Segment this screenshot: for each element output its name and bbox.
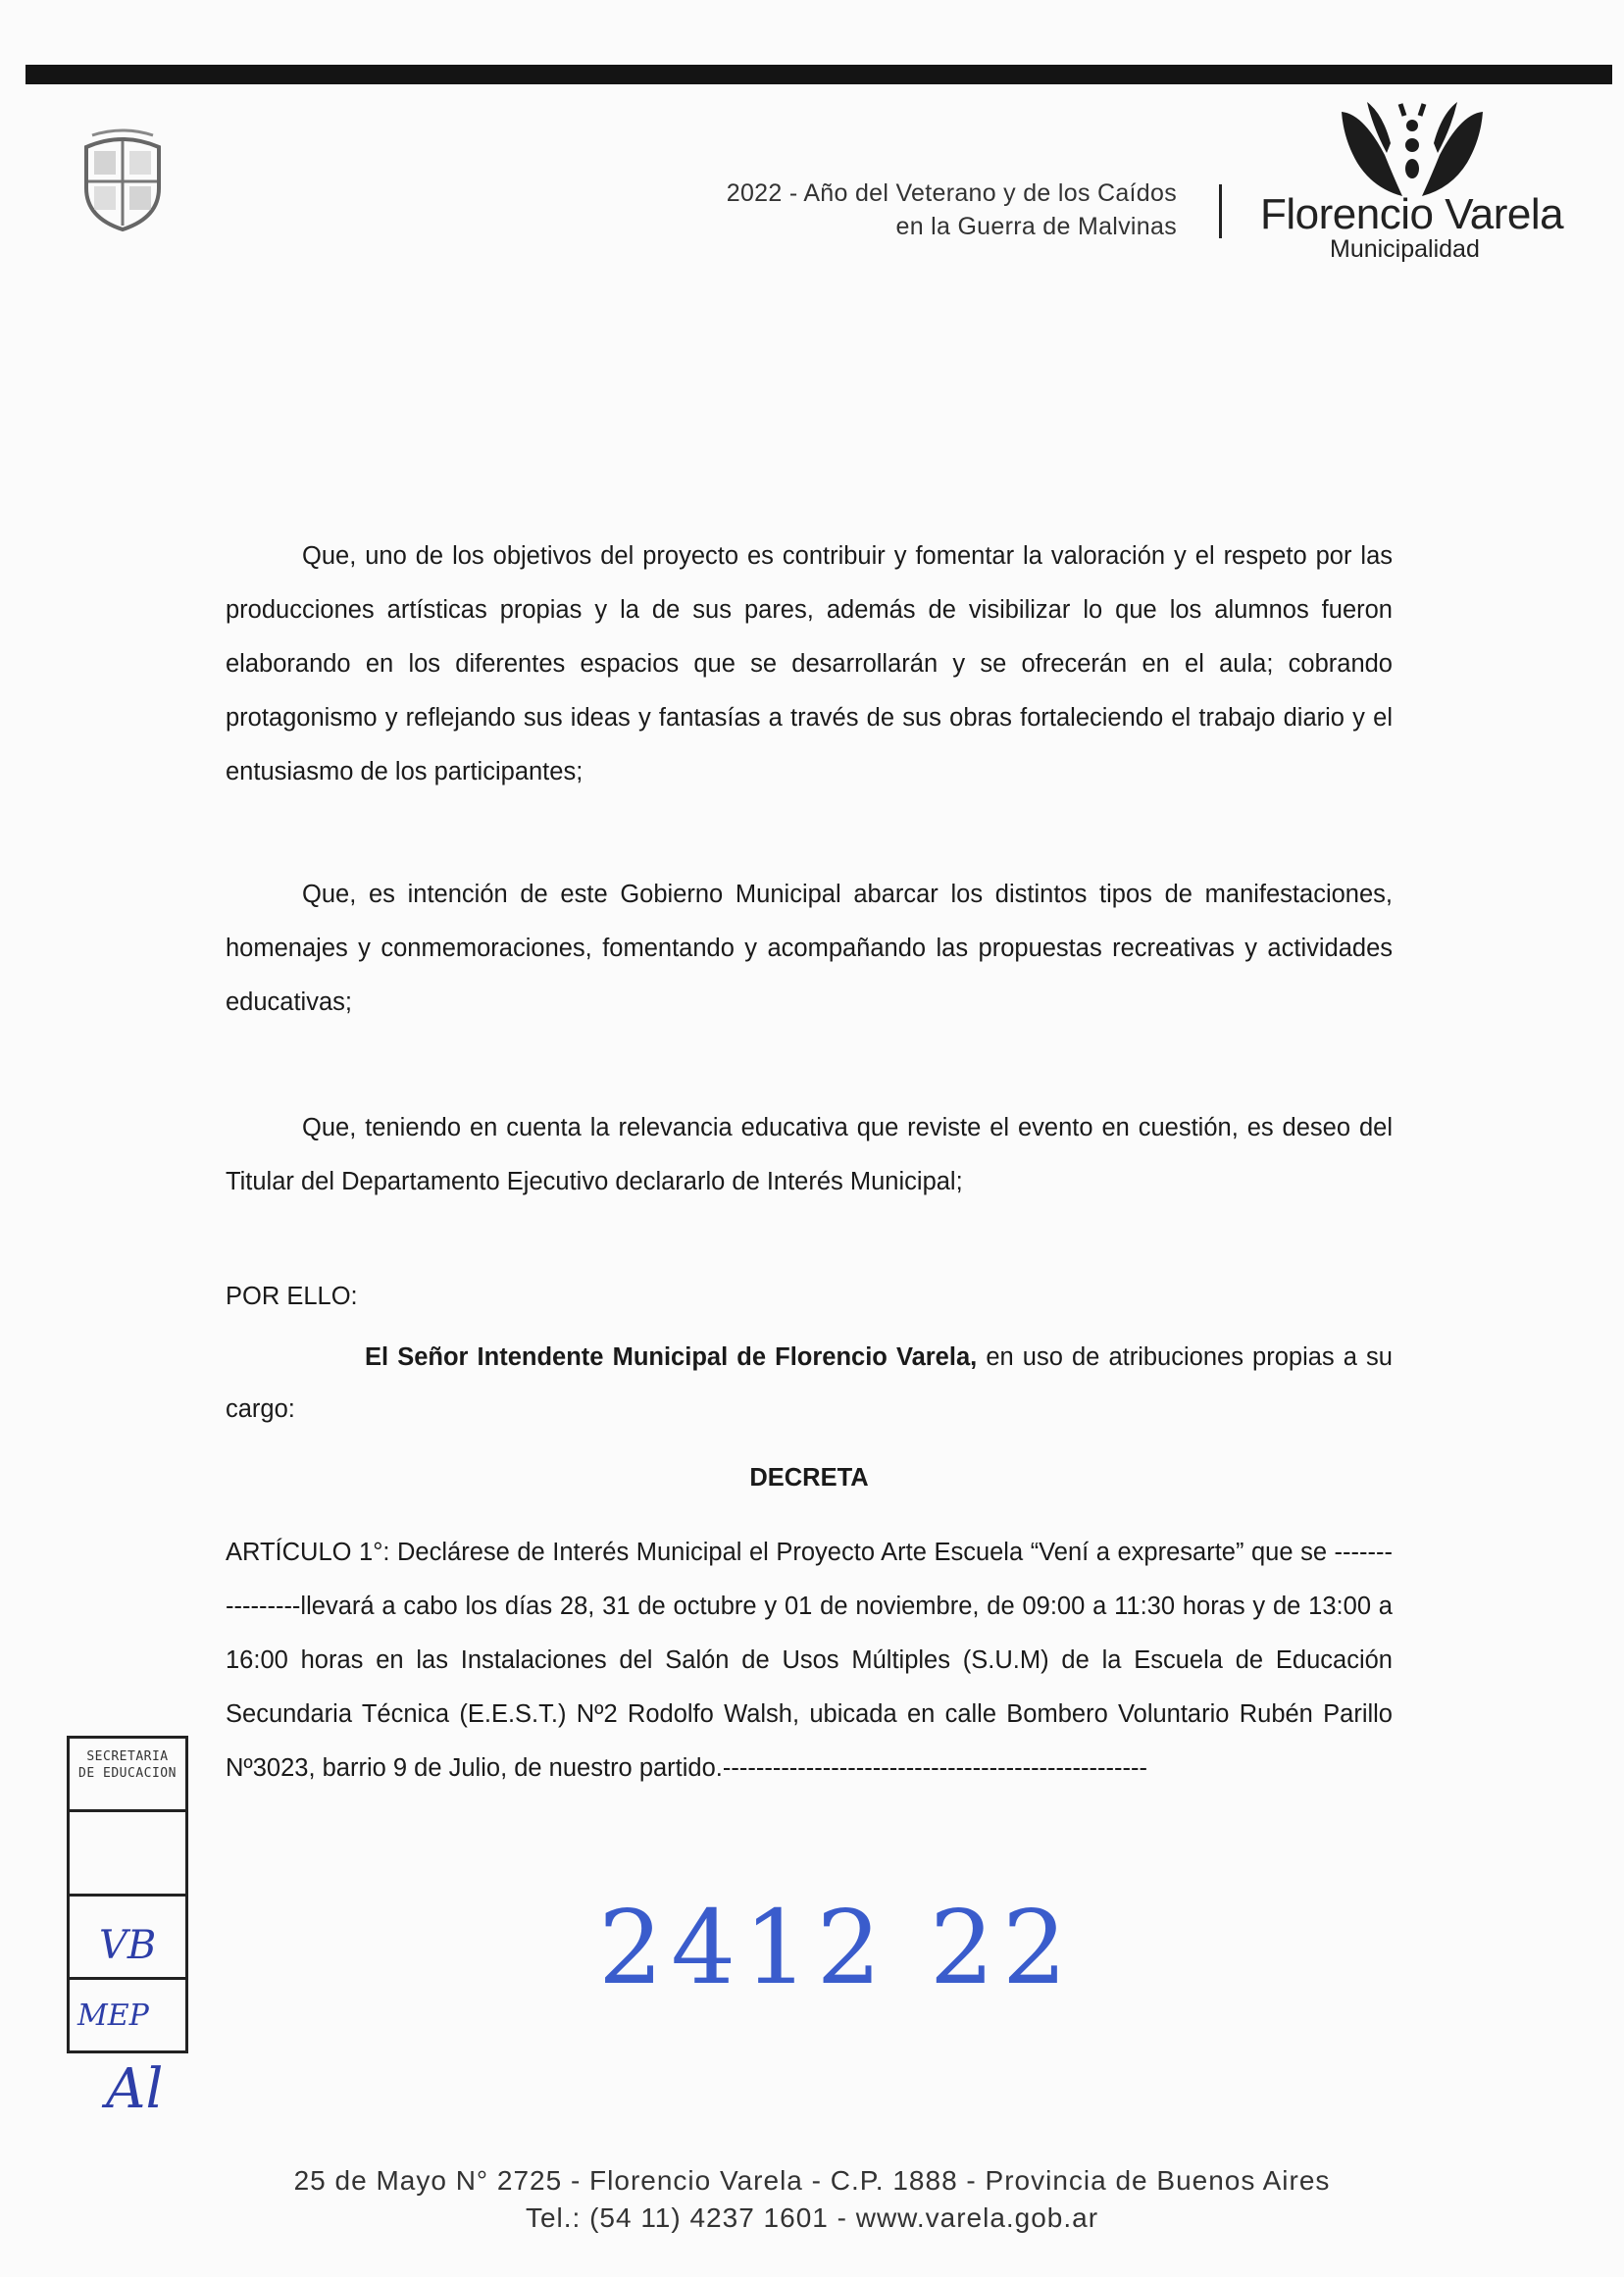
year-motto — [588, 177, 1177, 243]
stamp-vb: VB — [99, 1923, 157, 1968]
decreta-heading: DECRETA — [749, 1464, 869, 1492]
header-separator — [1219, 184, 1222, 238]
footer-address: 25 de Mayo N° 2725 - Florencio Varela - C.P. 1888 - Provincia de Buenos Aires — [293, 2165, 1331, 2196]
handwritten-signature: Al — [106, 2057, 164, 2121]
brand-subtitle: Municipalidad — [1330, 235, 1480, 263]
mayor-intro-bold: El Señor Intendente Municipal de Florencio Varela, — [365, 1343, 978, 1371]
top-border-bar — [25, 65, 1612, 84]
stamp-title-line1: SECRETARIA — [86, 1749, 169, 1764]
footer-contact: Tel.: (54 11) 4237 1601 - www.varela.gob.ar — [525, 2202, 1099, 2233]
stamp-title — [72, 1748, 183, 1782]
municipal-crest-icon — [80, 127, 165, 233]
decree-number: 2412 22 — [598, 1888, 1076, 2007]
paragraph-relevance: Que, teniendo en cuenta la relevancia educativa que reviste el evento en cuestión, es deseo del Titular del Departamento Ejecutivo declararlo de Interés Municipal; — [226, 1114, 1393, 1195]
mayor-intro — [226, 1332, 1393, 1436]
stamp-initials: MEP — [77, 1999, 149, 2033]
stamp-title-line2: DE EDUCACION — [78, 1766, 177, 1781]
year-motto-line2: en la Guerra de Malvinas — [895, 213, 1177, 240]
article-1: ARTÍCULO 1°: Declárese de Interés Municipal el Proyecto Arte Escuela “Vení a expresarte” que se ----------------llevará a cabo los días 28, 31 de octubre y 01 de noviembre, de 09:00 a 11:30 horas y de 13:00 a 16:00 horas en las Instalaciones del Salón de Usos Múltiples (S.U.M) de la Escuela de Educación Secundaria Técnica (E.E.S.T.) Nº2 Rodolfo Walsh, ubicada en calle Bombero Voluntario Rubén Parillo Nº3023, barrio 9 de Julio, de nuestro partido.--------------------------------------------------- — [226, 1539, 1393, 1782]
brand-name: Florencio Varela — [1260, 190, 1564, 238]
paragraph-objectives: Que, uno de los objetivos del proyecto es contribuir y fomentar la valoración y el respeto por las producciones artísticas propias y la de sus pares, además de visibilizar lo que los alumnos fueron elaborando en los diferentes espacios que se desarrollarán y se ofrecerán en el aula; cobrando protagonismo y reflejando sus ideas y fantasías a través de sus obras fortaleciendo el trabajo diario y el entusiasmo de los participantes; — [226, 542, 1393, 785]
year-motto-line1: 2022 - Año del Veterano y de los Caídos — [726, 179, 1177, 207]
mayor-intro-rest: en uso de atribuciones propias a su cargo: — [226, 1343, 1393, 1423]
paragraph-intention: Que, es intención de este Gobierno Municipal abarcar los distintos tipos de manifestaciones, homenajes y conmemoraciones, fomentando y acompañando las propuestas recreativas y actividades educativas; — [226, 881, 1393, 1016]
florencio-varela-logo-icon — [1334, 94, 1491, 202]
por-ello-heading: POR ELLO: — [226, 1283, 358, 1310]
approval-stamp — [67, 1736, 188, 2053]
